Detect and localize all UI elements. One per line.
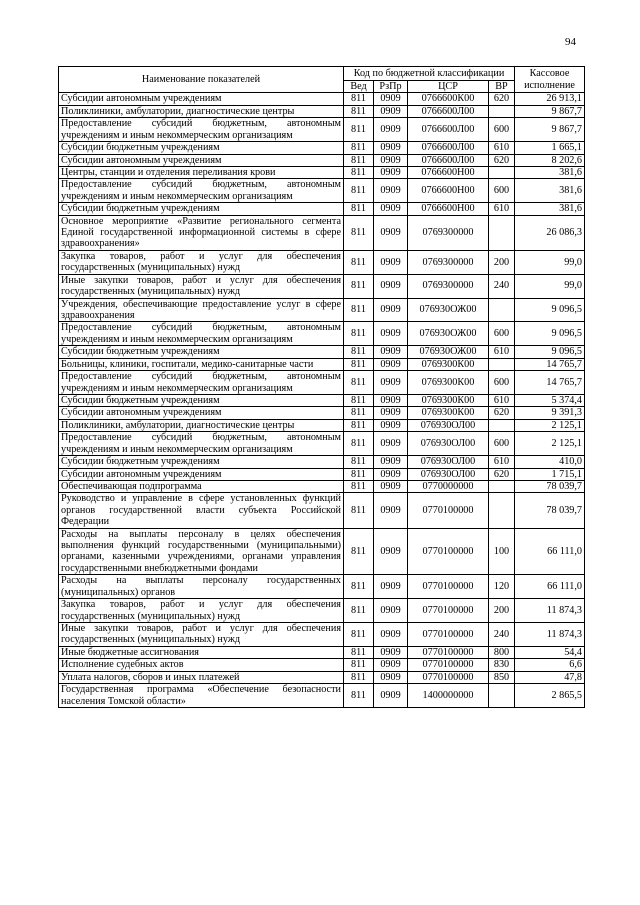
cell-csr: 0766600Н00 (408, 179, 489, 203)
table-row (59, 493, 585, 528)
cell-ved: 811 (344, 394, 374, 406)
header-csr: ЦСР (408, 81, 489, 93)
cell-rzpr: 0909 (374, 358, 408, 370)
table-row (59, 274, 585, 298)
header-rzpr: РзПр (374, 81, 408, 93)
cell-vr (489, 493, 515, 528)
cell-vr: 100 (489, 528, 515, 575)
cell-csr: 1400000000 (408, 684, 489, 708)
budget-table (58, 66, 585, 708)
cell-amount: 78 039,7 (515, 480, 585, 492)
cell-ved: 811 (344, 419, 374, 431)
page-number: 94 (565, 36, 576, 48)
cell-ved: 811 (344, 298, 374, 322)
cell-csr: 0770100000 (408, 575, 489, 599)
cell-name: Предоставление субсидий бюджетным, автономным учреждениям и иным некоммерческим организациям (59, 322, 344, 346)
cell-amount: 9 096,5 (515, 346, 585, 358)
cell-name: Субсидии автономным учреждениям (59, 93, 344, 105)
table-row (59, 142, 585, 154)
cell-amount: 410,0 (515, 456, 585, 468)
cell-csr: 0770100000 (408, 659, 489, 671)
cell-name: Поликлиники, амбулатории, диагностические центры (59, 105, 344, 117)
cell-name: Субсидии бюджетным учреждениям (59, 456, 344, 468)
table-row (59, 166, 585, 178)
cell-rzpr: 0909 (374, 659, 408, 671)
cell-name: Поликлиники, амбулатории, диагностические центры (59, 419, 344, 431)
cell-ved: 811 (344, 480, 374, 492)
cell-ved: 811 (344, 250, 374, 274)
cell-vr: 600 (489, 432, 515, 456)
cell-vr: 200 (489, 599, 515, 623)
cell-ved: 811 (344, 105, 374, 117)
header-name: Наименование показателей (59, 67, 344, 93)
cell-name: Учреждения, обеспечивающие предоставление услуг в сфере здравоохранения (59, 298, 344, 322)
cell-csr: 0770000000 (408, 480, 489, 492)
cell-name: Субсидии бюджетным учреждениям (59, 394, 344, 406)
cell-ved: 811 (344, 575, 374, 599)
cell-csr: 076930ОЖ00 (408, 346, 489, 358)
cell-ved: 811 (344, 407, 374, 419)
cell-csr: 0766600Л00 (408, 142, 489, 154)
table-row (59, 179, 585, 203)
cell-name: Иные закупки товаров, работ и услуг для обеспечения государственных (муниципальных) нужд (59, 622, 344, 646)
cell-vr (489, 166, 515, 178)
cell-name: Уплата налогов, сборов и иных платежей (59, 671, 344, 683)
cell-amount: 381,6 (515, 166, 585, 178)
cell-csr: 0766600Н00 (408, 203, 489, 215)
cell-rzpr: 0909 (374, 575, 408, 599)
cell-rzpr: 0909 (374, 93, 408, 105)
table-row (59, 419, 585, 431)
cell-vr: 620 (489, 154, 515, 166)
cell-csr: 076930ОЛ00 (408, 468, 489, 480)
cell-ved: 811 (344, 493, 374, 528)
cell-name: Предоставление субсидий бюджетным, автономным учреждениям и иным некоммерческим организациям (59, 118, 344, 142)
cell-vr (489, 298, 515, 322)
cell-rzpr: 0909 (374, 105, 408, 117)
cell-name: Государственная программа «Обеспечение безопасности населения Томской области» (59, 684, 344, 708)
table-row (59, 203, 585, 215)
cell-csr: 076930ОЖ00 (408, 322, 489, 346)
table-row (59, 432, 585, 456)
cell-amount: 2 865,5 (515, 684, 585, 708)
cell-name: Больницы, клиники, госпитали, медико-санитарные части (59, 358, 344, 370)
cell-amount: 9 867,7 (515, 105, 585, 117)
cell-ved: 811 (344, 684, 374, 708)
cell-vr (489, 684, 515, 708)
cell-rzpr: 0909 (374, 346, 408, 358)
cell-vr (489, 480, 515, 492)
cell-ved: 811 (344, 371, 374, 395)
cell-ved: 811 (344, 528, 374, 575)
cell-csr: 0766600Л00 (408, 118, 489, 142)
cell-amount: 9 391,3 (515, 407, 585, 419)
cell-amount: 9 867,7 (515, 118, 585, 142)
cell-rzpr: 0909 (374, 215, 408, 250)
cell-csr: 0769300К00 (408, 358, 489, 370)
cell-csr: 0766600Н00 (408, 166, 489, 178)
cell-vr: 850 (489, 671, 515, 683)
cell-name: Основное мероприятие «Развитие регионального сегмента Единой государственной информационной системы в сфере здравоохранения» (59, 215, 344, 250)
cell-ved: 811 (344, 468, 374, 480)
cell-rzpr: 0909 (374, 394, 408, 406)
cell-ved: 811 (344, 599, 374, 623)
cell-name: Субсидии автономным учреждениям (59, 468, 344, 480)
cell-csr: 0770100000 (408, 671, 489, 683)
cell-amount: 99,0 (515, 274, 585, 298)
cell-rzpr: 0909 (374, 599, 408, 623)
cell-csr: 0770100000 (408, 622, 489, 646)
cell-amount: 1 715,1 (515, 468, 585, 480)
cell-csr: 0769300000 (408, 250, 489, 274)
header-code-group: Код по бюджетной классификации (344, 67, 515, 81)
cell-rzpr: 0909 (374, 298, 408, 322)
cell-vr (489, 215, 515, 250)
table-row (59, 346, 585, 358)
cell-name: Субсидии бюджетным учреждениям (59, 203, 344, 215)
table-row (59, 394, 585, 406)
table-row (59, 407, 585, 419)
cell-vr: 610 (489, 346, 515, 358)
cell-rzpr: 0909 (374, 118, 408, 142)
cell-csr: 0769300К00 (408, 407, 489, 419)
cell-csr: 076930ОЛ00 (408, 432, 489, 456)
table-body (59, 93, 585, 708)
cell-ved: 811 (344, 215, 374, 250)
cell-vr: 200 (489, 250, 515, 274)
cell-csr: 0766600К00 (408, 93, 489, 105)
cell-rzpr: 0909 (374, 528, 408, 575)
cell-vr: 610 (489, 203, 515, 215)
cell-name: Расходы на выплаты персоналу государственных (муниципальных) органов (59, 575, 344, 599)
table-row (59, 105, 585, 117)
cell-amount: 11 874,3 (515, 599, 585, 623)
table-row (59, 575, 585, 599)
cell-vr: 600 (489, 118, 515, 142)
cell-amount: 9 096,5 (515, 298, 585, 322)
cell-amount: 66 111,0 (515, 575, 585, 599)
cell-csr: 0770100000 (408, 528, 489, 575)
cell-rzpr: 0909 (374, 166, 408, 178)
cell-csr: 0770100000 (408, 599, 489, 623)
cell-vr: 830 (489, 659, 515, 671)
cell-csr: 0766600Л00 (408, 105, 489, 117)
cell-rzpr: 0909 (374, 203, 408, 215)
cell-ved: 811 (344, 118, 374, 142)
table-header (59, 67, 585, 93)
cell-ved: 811 (344, 203, 374, 215)
cell-rzpr: 0909 (374, 493, 408, 528)
cell-vr: 620 (489, 407, 515, 419)
table-row (59, 671, 585, 683)
cell-csr: 0766600Л00 (408, 154, 489, 166)
cell-name: Предоставление субсидий бюджетным, автономным учреждениям и иным некоммерческим организациям (59, 371, 344, 395)
cell-rzpr: 0909 (374, 274, 408, 298)
table-row (59, 684, 585, 708)
cell-rzpr: 0909 (374, 646, 408, 658)
table-row (59, 154, 585, 166)
cell-name: Исполнение судебных актов (59, 659, 344, 671)
cell-rzpr: 0909 (374, 468, 408, 480)
table-row (59, 358, 585, 370)
cell-csr: 0769300000 (408, 274, 489, 298)
cell-rzpr: 0909 (374, 480, 408, 492)
table-row (59, 480, 585, 492)
cell-amount: 2 125,1 (515, 419, 585, 431)
cell-ved: 811 (344, 166, 374, 178)
cell-amount: 26 913,1 (515, 93, 585, 105)
cell-rzpr: 0909 (374, 322, 408, 346)
cell-amount: 14 765,7 (515, 371, 585, 395)
cell-rzpr: 0909 (374, 432, 408, 456)
cell-name: Субсидии бюджетным учреждениям (59, 142, 344, 154)
cell-rzpr: 0909 (374, 684, 408, 708)
cell-amount: 66 111,0 (515, 528, 585, 575)
cell-ved: 811 (344, 93, 374, 105)
cell-ved: 811 (344, 142, 374, 154)
cell-name: Субсидии автономным учреждениям (59, 407, 344, 419)
cell-ved: 811 (344, 322, 374, 346)
cell-rzpr: 0909 (374, 622, 408, 646)
cell-ved: 811 (344, 671, 374, 683)
cell-name: Иные бюджетные ассигнования (59, 646, 344, 658)
cell-vr: 120 (489, 575, 515, 599)
cell-ved: 811 (344, 456, 374, 468)
header-ved: Вед (344, 81, 374, 93)
cell-csr: 0770100000 (408, 646, 489, 658)
cell-amount: 11 874,3 (515, 622, 585, 646)
cell-amount: 78 039,7 (515, 493, 585, 528)
cell-vr: 610 (489, 142, 515, 154)
cell-vr: 240 (489, 274, 515, 298)
cell-amount: 2 125,1 (515, 432, 585, 456)
table-row (59, 215, 585, 250)
cell-rzpr: 0909 (374, 671, 408, 683)
cell-csr: 076930ОЖ00 (408, 298, 489, 322)
cell-amount: 381,6 (515, 179, 585, 203)
cell-name: Центры, станции и отделения переливания крови (59, 166, 344, 178)
cell-ved: 811 (344, 346, 374, 358)
cell-amount: 8 202,6 (515, 154, 585, 166)
cell-vr: 610 (489, 456, 515, 468)
cell-rzpr: 0909 (374, 419, 408, 431)
cell-ved: 811 (344, 274, 374, 298)
cell-amount: 9 096,5 (515, 322, 585, 346)
cell-ved: 811 (344, 622, 374, 646)
table-row (59, 599, 585, 623)
cell-name: Субсидии автономным учреждениям (59, 154, 344, 166)
cell-name: Закупка товаров, работ и услуг для обеспечения государственных (муниципальных) нужд (59, 599, 344, 623)
cell-vr: 600 (489, 179, 515, 203)
cell-rzpr: 0909 (374, 371, 408, 395)
cell-name: Предоставление субсидий бюджетным, автономным учреждениям и иным некоммерческим организациям (59, 432, 344, 456)
cell-csr: 076930ОЛ00 (408, 419, 489, 431)
table-row (59, 93, 585, 105)
cell-vr (489, 105, 515, 117)
cell-ved: 811 (344, 358, 374, 370)
cell-vr: 620 (489, 93, 515, 105)
table-row (59, 646, 585, 658)
table-row (59, 322, 585, 346)
cell-ved: 811 (344, 659, 374, 671)
table-row (59, 250, 585, 274)
cell-vr: 620 (489, 468, 515, 480)
cell-rzpr: 0909 (374, 407, 408, 419)
cell-amount: 14 765,7 (515, 358, 585, 370)
cell-amount: 6,6 (515, 659, 585, 671)
cell-vr: 800 (489, 646, 515, 658)
cell-ved: 811 (344, 179, 374, 203)
table-row (59, 371, 585, 395)
cell-vr: 610 (489, 394, 515, 406)
header-amount: Кассовое исполнение (515, 67, 585, 93)
cell-csr: 0769300000 (408, 215, 489, 250)
cell-rzpr: 0909 (374, 154, 408, 166)
table-row (59, 659, 585, 671)
cell-csr: 0769300К00 (408, 394, 489, 406)
cell-name: Субсидии бюджетным учреждениям (59, 346, 344, 358)
cell-name: Расходы на выплаты персоналу в целях обеспечения выполнения функций государственными (муниципальными) органами, казенными учреждениями, органами управления государственными внебюджетными фондами (59, 528, 344, 575)
header-vr: ВР (489, 81, 515, 93)
cell-amount: 1 665,1 (515, 142, 585, 154)
cell-name: Закупка товаров, работ и услуг для обеспечения государственных (муниципальных) нужд (59, 250, 344, 274)
table-row (59, 118, 585, 142)
cell-name: Предоставление субсидий бюджетным, автономным учреждениям и иным некоммерческим организациям (59, 179, 344, 203)
cell-amount: 5 374,4 (515, 394, 585, 406)
cell-rzpr: 0909 (374, 250, 408, 274)
cell-amount: 47,8 (515, 671, 585, 683)
table-row (59, 622, 585, 646)
cell-amount: 99,0 (515, 250, 585, 274)
cell-ved: 811 (344, 432, 374, 456)
cell-amount: 381,6 (515, 203, 585, 215)
cell-amount: 26 086,3 (515, 215, 585, 250)
table-row (59, 468, 585, 480)
cell-rzpr: 0909 (374, 142, 408, 154)
cell-vr (489, 419, 515, 431)
cell-vr: 600 (489, 371, 515, 395)
cell-vr: 240 (489, 622, 515, 646)
cell-rzpr: 0909 (374, 179, 408, 203)
cell-ved: 811 (344, 154, 374, 166)
table-row (59, 456, 585, 468)
cell-rzpr: 0909 (374, 456, 408, 468)
cell-ved: 811 (344, 646, 374, 658)
cell-name: Руководство и управление в сфере установленных функций органов государственной власти субъекта Российской Федерации (59, 493, 344, 528)
cell-name: Иные закупки товаров, работ и услуг для обеспечения государственных (муниципальных) нужд (59, 274, 344, 298)
cell-csr: 0769300К00 (408, 371, 489, 395)
cell-vr: 600 (489, 322, 515, 346)
table-row (59, 528, 585, 575)
cell-vr (489, 358, 515, 370)
cell-csr: 0770100000 (408, 493, 489, 528)
cell-amount: 54,4 (515, 646, 585, 658)
table-row (59, 298, 585, 322)
cell-name: Обеспечивающая подпрограмма (59, 480, 344, 492)
cell-csr: 076930ОЛ00 (408, 456, 489, 468)
